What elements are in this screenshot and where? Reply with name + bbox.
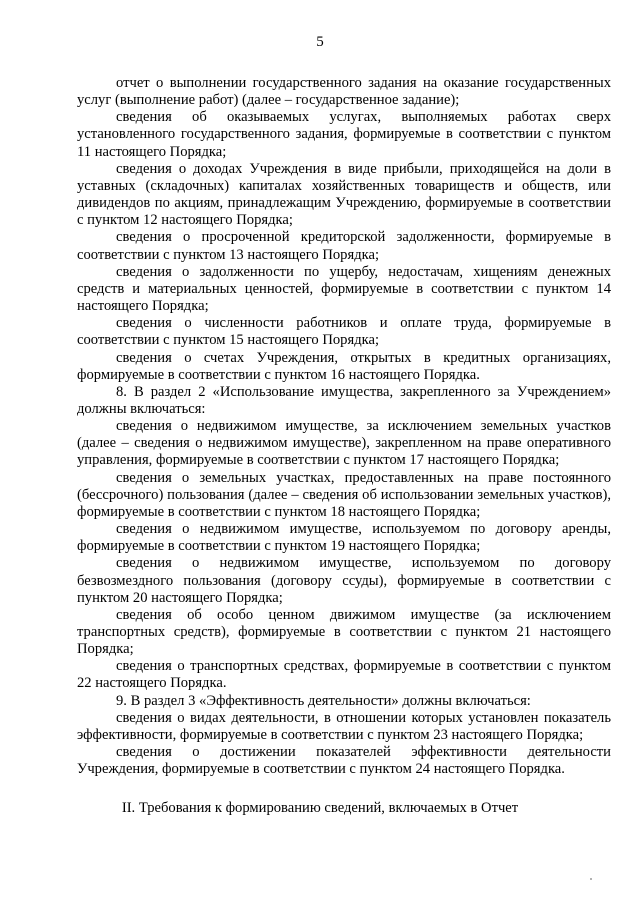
paragraph: сведения о достижении показателей эффективности деятельности Учреждения, формируемые в соответствии с пунктом 24 настоящего Порядка. (77, 744, 611, 778)
scan-artifact (590, 878, 592, 880)
paragraph: отчет о выполнении государственного задания на оказание государственных услуг (выполнение работ) (далее – государственное задание); (77, 75, 611, 109)
paragraph: сведения о недвижимом имуществе, за исключением земельных участков (далее – сведения о недвижимом имуществе), закрепленном на праве оперативного управления, формируемые в соответствии с пунктом 17 настоящего Порядка; (77, 418, 611, 469)
paragraph: сведения о земельных участках, предоставленных на праве постоянного (бессрочного) пользования (далее – сведения об использовании земельных участков), формируемые в соответствии с пунктом 18 настоящего Порядка; (77, 469, 611, 520)
paragraph: сведения о видах деятельности, в отношении которых установлен показатель эффективности, формируемые в соответствии с пунктом 23 настоящего Порядка; (77, 709, 611, 743)
paragraph: сведения о счетах Учреждения, открытых в кредитных организациях, формируемые в соответствии с пунктом 16 настоящего Порядка. (77, 349, 611, 383)
clause-8-heading: 8. В раздел 2 «Использование имущества, закрепленного за Учреждением» должны включаться: (77, 383, 611, 417)
paragraph: сведения о недвижимом имуществе, используемом по договору аренды, формируемые в соответствии с пунктом 19 настоящего Порядка; (77, 521, 611, 555)
paragraph: сведения о просроченной кредиторской задолженности, формируемые в соответствии с пунктом 13 настоящего Порядка; (77, 229, 611, 263)
paragraph: сведения о задолженности по ущербу, недостачам, хищениям денежных средств и материальных ценностей, формируемые в соответствии с пунктом 14 настоящего Порядка; (77, 263, 611, 315)
clause-9-heading: 9. В раздел 3 «Эффективность деятельности» должны включаться: (116, 692, 531, 709)
paragraph: сведения об оказываемых услугах, выполняемых работах сверх установленного государственного задания, формируемые в соответствии с пунктом 11 настоящего Порядка; (77, 109, 611, 160)
paragraph: сведения о доходах Учреждения в виде прибыли, приходящейся на доли в уставных (складочных) капиталах хозяйственных товариществ и обществ, или дивидендов по акциям, принадлежащим Учреждению, формируемые в соответствии с пунктом 12 настоящего Порядка; (77, 160, 611, 229)
section-title: II. Требования к формированию сведений, включаемых в Отчет (121, 800, 519, 816)
paragraph: сведения о недвижимом имуществе, используемом по договору безвозмездного пользования (договору ссуды), формируемые в соответствии с пунктом 20 настоящего Порядка; (77, 555, 611, 606)
page-number: 5 (316, 34, 324, 50)
paragraph: сведения о транспортных средствах, формируемые в соответствии с пунктом 22 настоящего Порядка. (77, 658, 611, 692)
paragraph: сведения о численности работников и оплате труда, формируемые в соответствии с пунктом 15 настоящего Порядка; (77, 315, 611, 349)
paragraph: сведения об особо ценном движимом имуществе (за исключением транспортных средств), формируемые в соответствии с пунктом 21 настоящего Порядка; (77, 606, 611, 658)
document-body (77, 75, 611, 778)
